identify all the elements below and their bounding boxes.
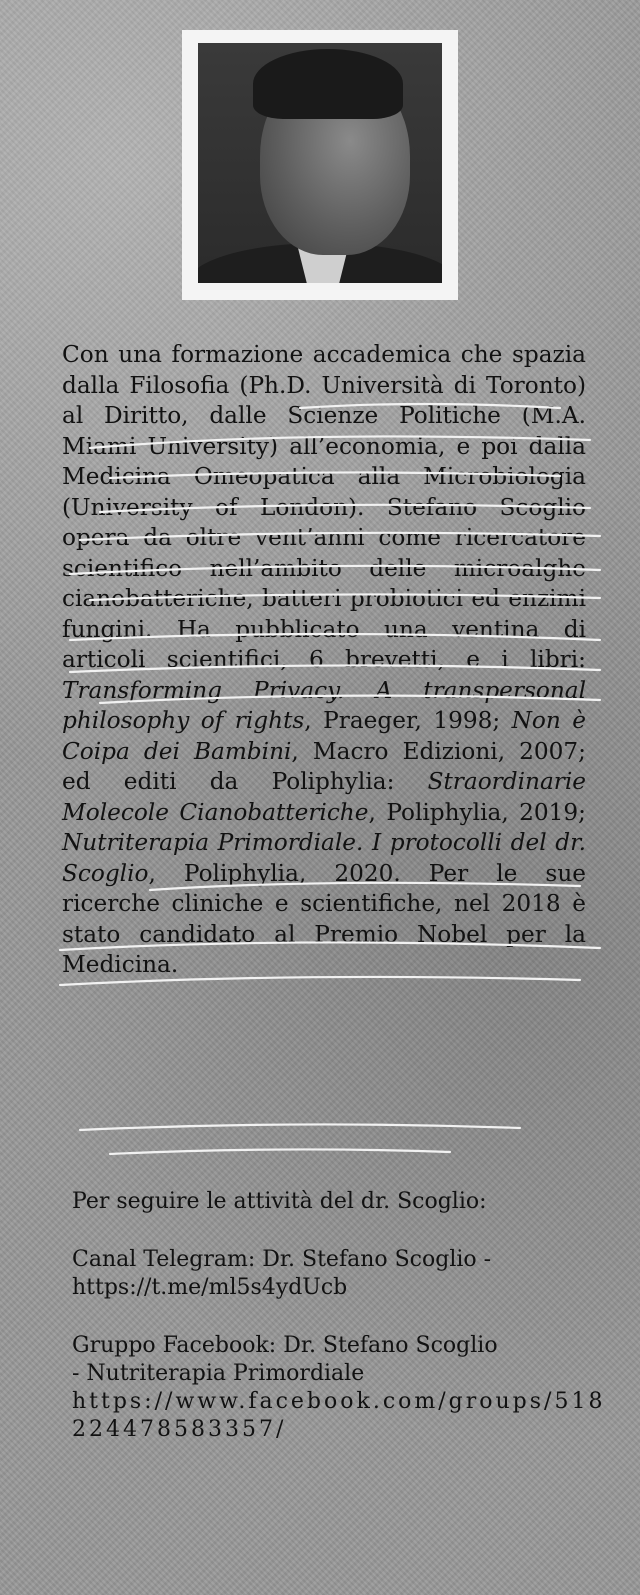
book-title-2: Non è Coipa dei Bambini: [62, 707, 587, 765]
book-title-3: Straordinarie Molecole Cianobatteriche: [62, 768, 586, 826]
author-photo: [198, 43, 442, 283]
author-photo-frame: [182, 30, 458, 300]
photo-hair: [253, 49, 403, 119]
pen-mark: [110, 1149, 450, 1154]
telegram-label: Canal Telegram: Dr. Stefano Scoglio -: [72, 1247, 492, 1272]
bio-paragraph: [62, 340, 586, 981]
bio-text-5: , Poliphylia, 2020. Per le sue ricerche cliniche e scientifiche, nel 2018 è stato candidato al Premio Nobel per la Medicina.: [62, 859, 586, 978]
bio-text-2: , Praeger, 1998;: [304, 707, 512, 734]
facebook-label: Gruppo Facebook: Dr. Stefano Scoglio: [72, 1333, 498, 1358]
spacer: [72, 1302, 612, 1332]
contacts-section: [72, 1188, 612, 1444]
bio-text-1: Con una formazione accademica che spazia dalla Filosofia (Ph.D. Università di Toronto) al Diritto, dalle Scienze Politiche (M.A. Miami University) all’economia, e poi dalla Medicina Omeopatica alla Microbiologia (University of London). Stefano Scoglio opera da oltre vent’anni come ricercatore scientifico nell’ambito delle microalghe cianobatteriche, batteri probiotici ed enzimi fungini. Ha pubblicato una ventina di articoli scientifici, 6 brevetti, e i libri:: [62, 341, 586, 673]
book-title-4: Nutriterapia Primordiale. I protocolli del dr. Scoglio: [62, 829, 586, 887]
telegram-link[interactable]: https://t.me/ml5s4ydUcb: [72, 1275, 348, 1300]
bio-text-4: , Poliphylia, 2019;: [368, 798, 586, 826]
author-bio: [62, 340, 586, 981]
book-title-1: Transforming Privacy. A transpersonal philosophy of rights: [62, 676, 586, 734]
contacts-intro: Per seguire le attività del dr. Scoglio:: [72, 1189, 487, 1214]
facebook-subtitle: - Nutriterapia Primordiale: [72, 1361, 365, 1386]
facebook-link[interactable]: https://www.facebook.com/groups/518224478583357/: [72, 1389, 606, 1442]
spacer: [72, 1216, 612, 1246]
pen-mark: [80, 1124, 520, 1130]
bio-text-3: , Macro Edizioni, 2007; ed editi da Poliphylia:: [62, 737, 586, 795]
